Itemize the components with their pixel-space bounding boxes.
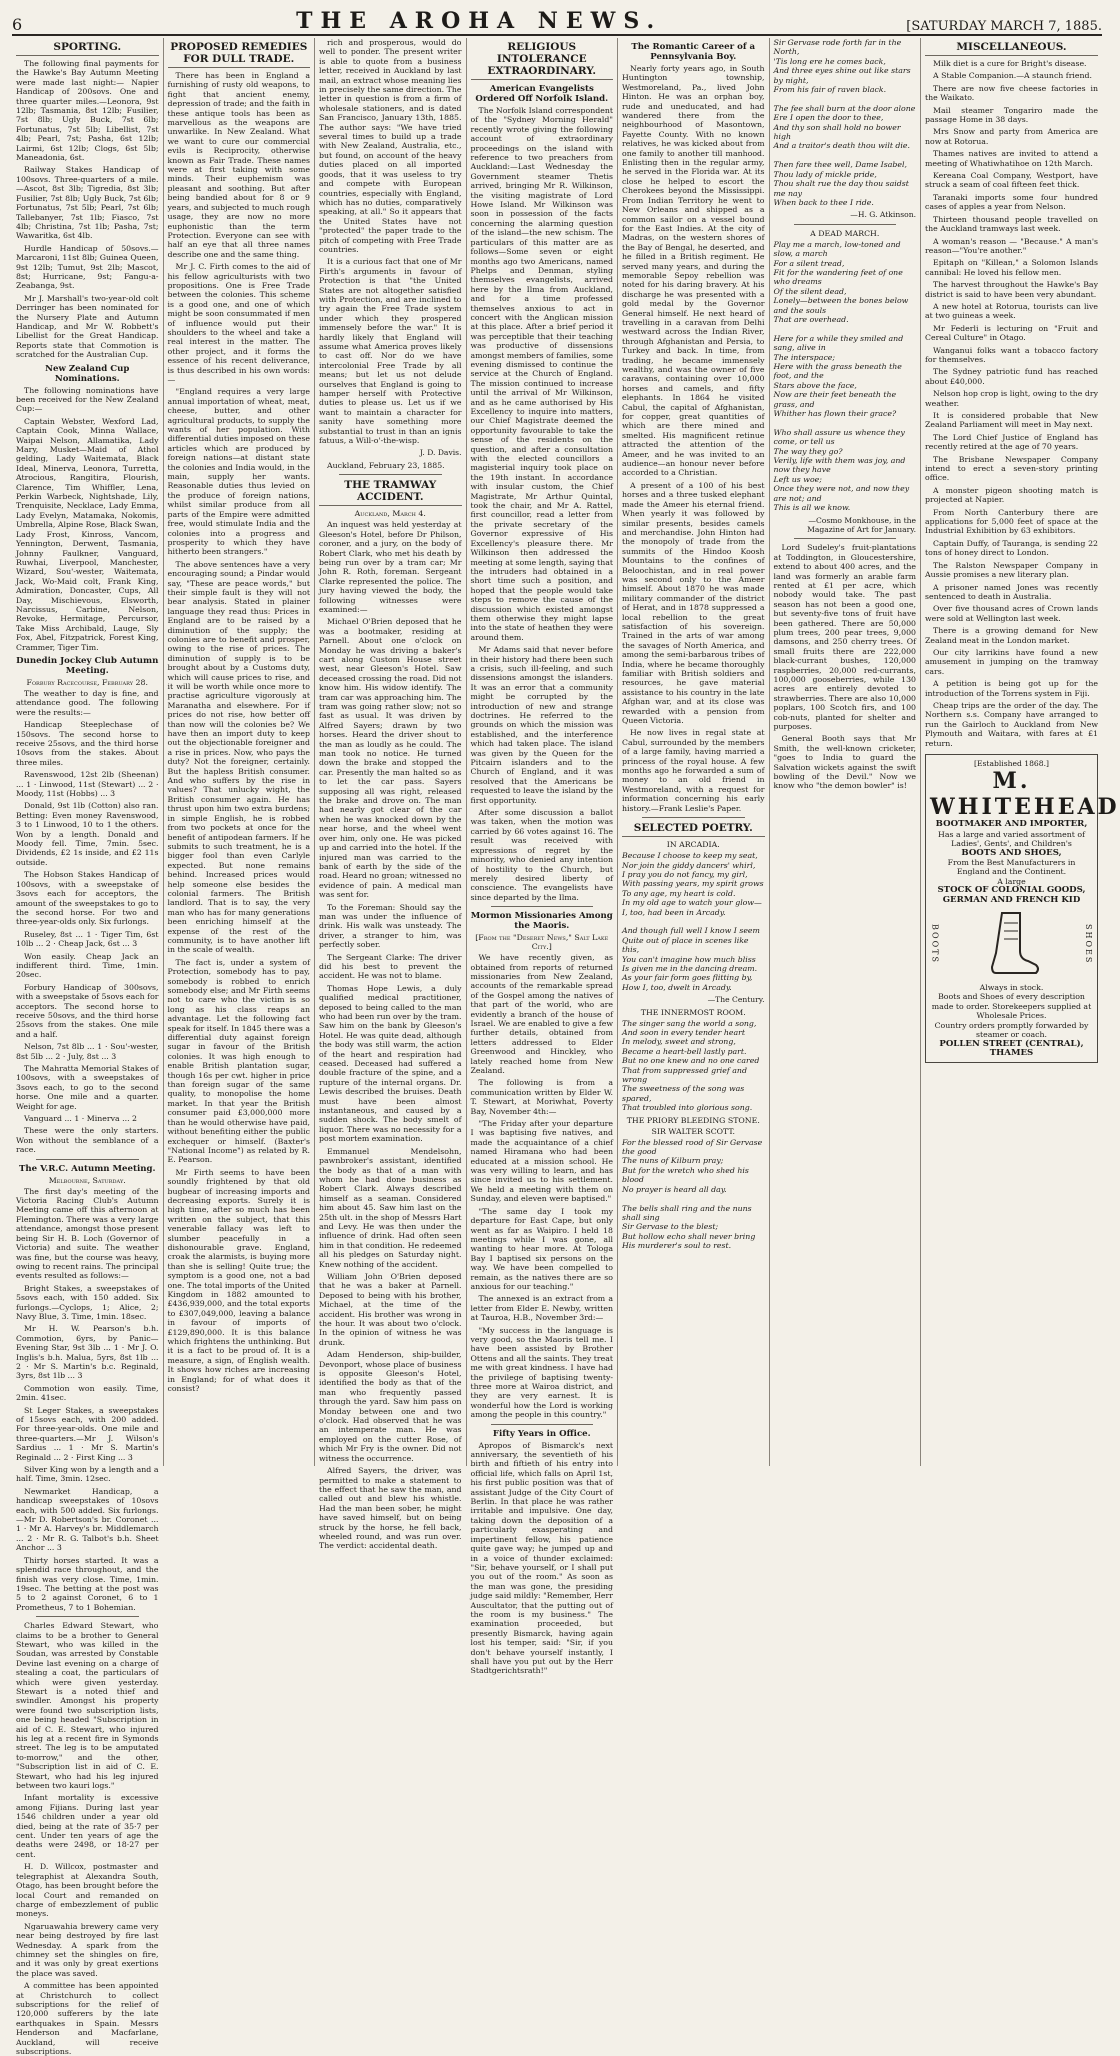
race-result: Mr H. W. Pearson's b.h. Commotion, 6yrs, by Panic—Evening Star, 9st 3lb ... 1 · Mr J. O. Inglis's b.h. Malua, 5yrs, 8st 1lb ... 2 · Mr S. Martin's b.c. Reginald, 3yrs, 8st 1lb ... 3 xyxy=(16,1324,159,1381)
divider xyxy=(36,1616,139,1617)
divider xyxy=(36,1159,139,1160)
issue-date: [SATURDAY MARCH 7, 1885. xyxy=(906,19,1102,34)
article-paragraph: Won easily. Cheap Jack an indifferent third. Time, 1min. 20sec. xyxy=(16,951,159,980)
misc-item: The Brisbane Newspaper Company intend to erect a seven-story printing office. xyxy=(925,454,1098,483)
article-paragraph: The Norfolk Island correspondent of the "Sydney Morning Herald" recently wrote giving the following account of extraordinary proceedings on the island with reference to two preachers from Auckland:—Last Wednesday the Government steamer Thetis arrived, bringing Mr R. Wilkinson, the visiting magistrate of Lord Howe Island. Mr Wilkinson was soon in possession of the facts concerning the alarming question of the island—the new schism. The particulars of this matter are as follows—Some seven or eight months ago two Americans, named Phelps and Denman, styling themselves evangelists, arrived here by the Ilma from Auckland, and for a time professed themselves anxious to act in concert with the Anglican mission at this place. After a brief period it was perceptible that their teaching was productive of dissensions amongst members of families, some evening dismissed to continue the service at the Church of England. The mission continued to increase until the arrival of Mr Wilkinson, and as he came authorised by His Excellency to inquire into matters, our Chief Magistrate deemed the opportunity favourable to take the sense of the residents on the question, and after a consultation with the elected councillors a magisterial inquiry took place on the 19th instant. In accordance with insular custom, the Chief Magistrate, Mr Arthur Quintal, took the chair, and Mr A. Rattel, first councillor, read a letter from the private secretary of the Governor expressive of His Excellency's pleasure there. Mr Wilkinson then addressed the meeting at some length, saying that the intruders had obtained in a short time such a position, and hoped that the people would take steps to remove the cause of the discussion which existed amongst them otherwise they might lapse into the state of heathen they were around them. xyxy=(470,106,613,642)
misc-item: The Ralston Newspaper Company in Aussie promises a new literary plan. xyxy=(925,560,1098,580)
article-paragraph: "The same day I took my departure for East Cape, but only went as far as Waipiro. I held 18 meetings while I was gone, all wanting to hear more. At Tologa Bay I baptised six persons on the way. We have been compelled to remain, as the natives there are so anxious for our teaching." xyxy=(470,1206,613,1291)
article-paragraph: "England requires a very large annual importation of wheat, meat, cheese, butter, and other agricultural products, to supply the wants of her population. With differential duties imposed on these articles which are produced by foreign nations—at distant state the colonies and India would, in the main, supply her wants. Reasonable duties thus levied on the produce of foreign nations, whilst similar produce from all parts of the Empire were admitted free, would stimulate India and the colonies into a progress and prosperity to which they have hitherto been strangers." xyxy=(167,387,310,557)
article-paragraph: Forbury Handicap of 300sovs, with a sweepstake of 5sovs each for acceptors. The second horse to receive 50sovs, and the third horse 25sovs from the stakes. One mile and a half. xyxy=(16,982,159,1039)
article-paragraph: Lord Sudeley's fruit-plantations at Toddington, in Gloucestershire, extend to about 400 acres, and the land was formerly an arable farm rented at £1 per acre, which nobody would take. The past season has not been a good one, but seventy-five tons of fruit have been gathered. There are 50,000 plum trees, 200 pear trees, 9,000 damsons, and 250 cherry trees. Of small fruits there are 222,000 black-currant bushes, 120,000 raspberries, 20,000 red-currants, 100,000 gooseberries, while 130 acres are entirely devoted to strawberries. There are also 10,000 poplars, 100 Scotch firs, and 100 cob-nuts, planted for shelter and purposes. xyxy=(773,543,916,732)
ad-side-label: BOOTS xyxy=(930,924,940,965)
article-heading: The Romantic Career of a Pennsylvania Boy. xyxy=(631,42,756,62)
ad-line: From the Best Manufacturers in England and the Continent. xyxy=(947,858,1076,877)
article-paragraph: Commotion won easily. Time, 2min. 41sec. xyxy=(16,1383,159,1403)
article-paragraph: An inquest was held yesterday at Gleeson's Hotel, before Dr Philson, coroner, and a jury, on the body of Robert Clark, who met his death by being run over by a tram car; Mr John R. Roth, foreman. Sergeant Clarke represented the police. The jury having viewed the body, the following witnesses were examined:— xyxy=(319,520,462,614)
article-paragraph: "My success in the language is very good, so the Maoris tell me. I have been assisted by Brother Ottens and all the saints. They treat me with great kindness. I have had the privilege of baptising twenty-three more at Wairoa district, and they are very earnest. It is wonderful how the Lord is working among the people in this country." xyxy=(470,1325,614,1420)
section-heading: PROPOSED REMEDIES FOR DULL TRADE. xyxy=(168,41,311,68)
article-paragraph: There has been in England a furnishing of rusty old weapons, to fight that ancient enemy, depression of trade; and the faith in these antique tools has been as marvellous as the weapons are unwarlike. In New Zealand. What we want to cure our commercial evils is Reciprocity, otherwise known as Fair Trade. These names were at first taking with some minds. Their euphemism was pleasant and soothing. But after being bandied about for 8 or 9 years, and subjected to much rough usage, they are now no more euphonistic than the term Protection. Everyone can see with half an eye that all three names describe one and the same thing. xyxy=(167,71,310,259)
column-miscellaneous xyxy=(921,38,1120,1466)
article-paragraph: The above sentences have a very encouraging sound; a Pindar would say, "These are peace words," but their simple fault is they will not bear analysis. Stated in plainer language they read thus: Prices in England are to be raised by a diminution of the supply; the colonies are to benefit and prosper, owing to the rise of prices. The diminution of supply is to be brought about by a Customs duty, which will cause prices to rise, and it will be worth while once more to practise agriculture vigorously at Maranatha and elsewhere. For if prices do not rise, how better off than now will the colonies be? We have then an import duty to keep out the objectionable foreigner and a rise in prices. Now, who pays the duty? Not the foreigner, certainly. But the hapless British consumer. And who suffers by the rise in values? That unlucky wight, the British consumer again. He has thrust upon him two extra burdens; in simple English, he is robbed from two pockets at once for the benefit of antipodean farmers. If he submits to such treatment, he is a bigger fool than even Carlyle expected. But none remains behind. Increased prices would help someone else besides the colonial farmers. The British landlord. That is to say, the very man who has for many generations been enriching himself at the expense of the rest of the community, is to have another lift in the scale of wealth. xyxy=(167,559,310,955)
divider xyxy=(491,906,594,907)
article-paragraph: The following final payments for the Hawke's Bay Autumn Meeting were made last night:— Napier Handicap of 200sovs. One and three quarter miles.—Leonora, 9st 12lb; Tasmania, 8st 12lb; Fusilier, 7st 8lb; Ugly Buck, 7st 6lb; Fortunatus, 7st 5lb; Libellist, 7st 4lb; Pearl, 7st; Pasha, 6st 12lb; Lairmi, 6st 12lb; Clogs, 6st 5lb; Maneadonia, 6st. xyxy=(16,59,159,163)
column-religious xyxy=(467,38,619,1676)
misc-item: The harvest throughout the Hawke's Bay district is said to have been very abundant. xyxy=(925,280,1098,299)
ad-trade: BOOTMAKER AND IMPORTER, xyxy=(935,819,1088,830)
article-paragraph: The annexed is an extract from a letter from Elder E. Newby, written at Tauroa, H.B., November 3rd:— xyxy=(470,1294,613,1323)
race-result: Ruseley, 8st ... 1 · Tiger Tim, 6st 10lb ... 2 · Cheap Jack, 6st ... 3 xyxy=(16,929,159,949)
misc-item: A new hotel at Rotorua, tourists can live at two guineas a week. xyxy=(925,301,1098,321)
poem-text: Play me a march, low-toned and slow, a march For a silent tread, Fit for the wandering feet of one who dreams Of the silent dead, Lonely—between the bones below and the souls That are overhead. Here for a while they smiled and sang, alive in The interspace; Here with the grass beneath the foot, and the Stars above the face, Now are their feet beneath the grass, and Whither has flown their grace? Who shall assure us whence they come, or tell us The way they go? Verily, life with them was joy, and now they have Left us woe; Once they were not, and now they are not; and This is all we know. xyxy=(773,239,910,513)
article-paragraph: The Hobson Stakes Handicap of 100sovs, with a sweepstake of 3sovs each for acceptors, the amount of the sweepstakes to go to the second horse. For two and three-year-olds only. Six furlongs. xyxy=(16,870,159,927)
misc-item: Thirteen thousand people travelled on the Auckland tramways last week. xyxy=(925,214,1098,234)
misc-item: The Lord Chief Justice of England has recently retired at the age of 70 years. xyxy=(925,432,1098,452)
poem-text: Sir Gervase rode forth far in the North, 'Tis long ere he comes back, And three eyes shine out like stars by night, From his fair of raven black. The fee shall burn at the door alone Ere I open the door to thee, And thy son shall hold no bower high And a traitor's death thou wilt die. Then fare thee well, Dame Isabel, Thou lady of mickle pride, Thou shalt rue the day thou saidst me nay When back to thee I ride. xyxy=(773,38,916,207)
misc-item: Mr Federli is lecturing on "Fruit and Cereal Culture" in Otago. xyxy=(925,323,1098,343)
ad-line: Always in stock. xyxy=(979,983,1044,993)
poem-title: A DEAD MARCH. xyxy=(810,228,880,238)
misc-item: Kereana Coal Company, Westport, have struck a seam of coal fifteen feet thick. xyxy=(925,171,1098,190)
misc-item: A Stable Companion.—A staunch friend. xyxy=(933,71,1093,81)
ad-address: POLLEN STREET (CENTRAL), THAMES xyxy=(939,1038,1084,1058)
race-result: Ravenswood, 12st 2lb (Sheenan) ... 1 · Linwood, 11st (Stewart) ... 2 · Moody, 11st (Hobbs) ... 3 xyxy=(16,770,159,799)
section-heading: THE TRAMWAY ACCIDENT. xyxy=(319,479,462,506)
ad-line: STOCK OF COLONIAL GOODS, xyxy=(937,885,1086,896)
signature: J. D. Davis. xyxy=(419,448,462,458)
ad-line: Boots and Shoes of every description made to order. Storekeepers supplied at Wholesale Prices. xyxy=(931,992,1092,1021)
article-paragraph: Emmanuel Mendelsohn, pawnbroker's assistant, identified the body as that of a man with whom he had done business as Robert Clark. Always described himself as a seaman. Considered him about 45. Saw him last on the 25th ult. in the shop of Messrs Hart and Levy. He was then under the influence of drink. Had often seen him in that condition. He redeemed all his pledges on Saturday night. Knew nothing of the accident. xyxy=(319,1146,462,1269)
poem-title: THE INNERMOST ROOM. xyxy=(640,1007,746,1017)
section-heading: MISCELLANEOUS. xyxy=(925,41,1098,56)
misc-item: Our city larrikins have found a new amusement in jumping on the tramway cars. xyxy=(925,647,1098,676)
article-paragraph: He now lives in regal state at Cabul, surrounded by the members of a large family, having married a princess of the royal house. A few months ago he forwarded a sum of money to an old friend in Westmoreland, with a request for information concerning his early history.—Frank Leslie's Paper. xyxy=(622,728,765,813)
article-paragraph: Mr J. Marshall's two-year-old colt Derringer has been nominated for the Nursery Plate and Autumn Handicap, and Mr W. Robbett's Libellist for the Great Handicap. Reports state that Commotion is scratched for the Australian Cup. xyxy=(16,293,159,360)
misc-item: Over five thousand acres of Crown lands were sold at Wellington last week. xyxy=(925,604,1098,623)
poem-title: THE PRIORY BLEEDING STONE. xyxy=(626,1115,760,1125)
misc-item: Thames natives are invited to attend a meeting of Whatiwhatihoe on 12th March. xyxy=(925,149,1098,168)
article-paragraph: Nearly forty years ago, in South Huntington township, Westmoreland, Pa., lived John Hinton. He was an orphan boy, rude and uneducated, and had wandered there from the neighbourhood of Masontown, Fayette County. With no known relatives, he was kicked about from one family to another till manhood. Enlisting then in the regular army, he served in the Florida war. At its close he helped to escort the Cherokees beyond the Mississippi. From Indian Territory he went to New Orleans and shipped as a common sailor on a vessel bound for the East Indies. At the city of Madras, on the western shores of the Bay of Bengal, he deserted, and he filled in a British regiment. He served many years, and during the memorable Sepoy rebellion was noted for his daring bravery. At his discharge he was presented with a gold medal by the Governor General himself. He next heard of travelling in a caravan from Delhi westward across the Indian River, through Afghanistan and Persia, to Turkey and back. In time, from trading, he became immensely wealthy, and was the owner of five caravans, containing over 10,000 horses and camels, and fifty elephants. In 1864 he visited Cabul, the capital of Afghanistan, for copper, great quantities of which are there mined and smelted. His magnificent retinue attracted the attention of the Ameer, and he was invited to an audience—an honour never before accorded to a Christian. xyxy=(622,64,765,478)
misc-item: The Sydney patriotic fund has reached about £40,000. xyxy=(925,367,1098,386)
poem-title: IN ARCADIA. xyxy=(666,840,720,850)
divider xyxy=(339,474,442,475)
article-paragraph: After some discussion a ballot was taken, when the motion was carried by 66 votes against 16. The result was received with expressions of regret by the minority, who denied any intention of hostility to the Church, but merely desired liberty of conscience. The evangelists have since departed by the Ilma. xyxy=(470,808,613,902)
article-paragraph: A present of a 100 of his best horses and a three tusked elephant made the Ameer his eternal friend. When yearly it was followed by similar presents, besides camels and merchandise. John Hinton had the monopoly of trade from the summits of the Hindoo Koosh Mountains to the confines of Beloochistan, and in real power was second only to the Ameer himself. About 1870 he was made military commander of the district of Herat, and in 1878 suppressed a local rebellion to the great satisfaction of his sovereign. Trained in the arts of war among the savages of North America, and among the semi-barbarous tribes of India, where he became thoroughly familiar with British soldiers and resources, he gave material assistance to his country in the late Afghan war, and at its close was rewarded with a pension from Queen Victoria. xyxy=(622,480,765,726)
column-romance-poetry xyxy=(618,38,770,1466)
ad-line: GERMAN AND FRENCH KID xyxy=(942,894,1081,905)
article-paragraph: The Sergeant Clarke: The driver did his best to prevent the accident. He was not to blame. xyxy=(319,952,462,981)
misc-item: A monster pigeon shooting match is projected at Napier. xyxy=(925,485,1098,505)
article-paragraph: The weather to day is fine, and attendance good. The following were the results:— xyxy=(16,688,159,717)
article-paragraph: The fact is, under a system of Protection, somebody has to pay, somebody is robbed to enrich somebody else; and Mr Firth seems not to care who the victim is so long as his class reaps an advantage. Let the following fact speak for itself. In 1845 there was a differential duty against foreign sugar in favour of the British colonies. It was high enough to enable British plantation sugar, though 16s per cwt. higher in price than foreign sugar of the same quality, to monopolise the home market. In that year the British consumer paid £3,000,000 more than he would otherwise have paid, without benefiting either the public exchequer or himself. (Baxter's "National Income") as related by R. E. Pearson. xyxy=(167,957,310,1165)
article-paragraph: A committee has been appointed at Christchurch to collect subscriptions for the relief of 120,000 sufferers by the late earthquakes in Spain. Messrs Henderson and Macfarlane, Auckland, will receive subscriptions. xyxy=(16,1981,159,2056)
dateline: Melbourne, Saturday. xyxy=(48,1175,126,1185)
article-paragraph: Michael O'Brien deposed that he was a bootmaker, residing at Parnell. About one o'clock on Monday he was driving a baker's cart along Custom House street west, near Gleeson's Hotel. Saw deceased crossing the road. Did not know him. His widow identify. The tram car was approaching him. The tram was going rather slow; not so fast as usual. It was driven by Alfred Sayers; drawn by two horses. Heard the driver shout to the man as loudly as he could. The man took no notice. He turned down the brake and stopped the car. Presently the man halted so as to let the car pass. Sayers supposing all was right, released the brake and drove on. The man had nearly got clear of the car when he was knocked down by the near horse, and the wheel went over him, only one. He was picked up and carried into the hotel. If the injured man was carried to the bank of earth by the side of the road. Heard no groan; witnessed no evidence of pain. A medical man was sent for. xyxy=(319,617,462,900)
divider xyxy=(642,817,745,818)
article-heading: Mormon Missionaries Among the Maoris. xyxy=(470,911,613,932)
article-paragraph: Mr Adams said that never before in their history had there been such a crisis, such ill-feeling, and such dissensions amongst the islanders. It was an error that a community might be corrupted by the introduction of new and strange doctrines. He referred to the grounds on which the mission was established, and the interference which had taken place. The island was given by the Queen for the Pitcairn islanders and to the Church of England, and it was resolved that the Americans be requested to leave the island by the first opportunity. xyxy=(470,645,613,805)
article-subheading: American Evangelists Ordered Off Norfolk Island. xyxy=(475,84,609,104)
misc-item: Mail steamer Tongariro made the passage Home in 38 days. xyxy=(925,105,1098,125)
column-remedies xyxy=(164,38,316,1466)
article-paragraph: The Mahratta Memorial Stakes of 100sovs, with a sweepstakes of 3sovs each, to go to the second horse. One mile and a quarter. Weight for age. xyxy=(16,1064,159,1111)
column-tramway xyxy=(315,38,467,1551)
article-paragraph: These were the only starters. Won without the semblance of a race. xyxy=(16,1126,159,1155)
article-paragraph: Captain Webster, Wexford Lad, Captain Cook, Minna Wallace, Waipai Nelson, Allamatika, Lady Mary, Musket—Maid of Athol gelding, Lady Waitemata, Black Ideal, Minerva, Leonora, Turretta, Atrocious, Rangitira, Flourish, Clarence, Tim Whiffler, Lena, Perkin Warbeck, Nightshade, Lily, Trenquisite, Necklace, Lady Emma, Lady Evelyn, Matamaka, Nokomis, Umbrella, Alpine Rose, Black Swan, Lady Frost, Kinross, Vancom, Yennington, Derwent, Tasmania, Johnny Faulkner, Vanguard, Ruwhai, Liverpool, Manchester, Wizard, Sou'-wester, Waitemata, Jack, Wo-Maid colt, Frank King, Admiration, Doncaster, Cups, All Day, Mischievous, Elsworth, Narcissus, Carbine, Nelson, Revoke, Hermitage, Percursor, Take Miss Archibald, Lauge, Sly Fox, Abel, Fitzpatrick, Forest King, Crammer, Tiger Tim. xyxy=(16,416,159,652)
column-poetry-misc xyxy=(770,38,922,1466)
race-result: Nelson, 7st 8lb ... 1 · Sou'-wester, 8st 5lb ... 2 · July, 8st ... 3 xyxy=(16,1042,159,1061)
article-paragraph: Bright Stakes, a sweepstakes of 5sovs each, with 150 added. Six furlongs.—Cyclops, 1; Alice, 2; Navy Blue, 3. Time, 1min. 18sec. xyxy=(16,1283,159,1321)
race-result: Vanguard ... 1 · Minerva ... 2 xyxy=(24,1114,137,1124)
page-number: 6 xyxy=(12,15,23,34)
article-paragraph: William John O'Brien deposed that he was a baker at Parnell. Deposed to being with his brother, Michael, at the time of the accident. His brother was wrong in the hour. It was about two o'clock. In the opinion of witness he was drunk. xyxy=(319,1271,462,1347)
poem-text: Because I choose to keep my seat, Nor join the giddy dancers' whirl, I pray you do not fancy, my girl, With passing years, my spirit grows To any age, my heart is cold. In my old age to watch your glow— I, too, had been in Arcady. And though full well I know I seem Quite out of place in scenes like this, You can't imagine how much bliss Is given me in the dancing dream. As your fair form goes flitting by, How I, too, dwelt in Arcady. xyxy=(622,851,764,992)
misc-item: A woman's reason — "Because." A man's reason—"You're another." xyxy=(925,236,1098,255)
article-paragraph: "The Friday after your departure I was baptising five natives, and made the acquaintance of a chief named Hiramana who had been educated at a mission school. He was very willing to learn, and has since invited us to his settlement. We held a meeting with them on Sunday, and eleven were baptised." xyxy=(470,1119,613,1204)
signature: —Cosmo Monkhouse, in the Magazine of Art for January. xyxy=(807,515,916,534)
source-line: [From the "Deseret News," Salt Lake City.] xyxy=(475,933,609,952)
signature: —H. G. Atkinson. xyxy=(850,210,916,220)
dateline: Auckland, February 23, 1885. xyxy=(327,460,445,470)
section-heading: SELECTED POETRY. xyxy=(622,822,765,837)
divider xyxy=(491,1424,594,1425)
misc-item: There is a growing demand for New Zealand meat in the London market. xyxy=(925,626,1098,645)
misc-item: Milk diet is a cure for Bright's disease. xyxy=(933,59,1087,68)
misc-item: From North Canterbury there are applications for 5,000 feet of space at the Industrial Exhibition by 63 exhibitors. xyxy=(925,507,1098,536)
article-paragraph: Donald, 9st 1lb (Cotton) also ran. Betting: Even money Ravenswood, 3 to 1 Linwood, 10 to 1 the others. Won by a length. Donald and Moody fell. Time, 7min. 5sec. Dividends, £2 1s inside, and £2 11s outside. xyxy=(16,801,159,867)
ad-line: BOOTS AND SHOES, xyxy=(961,847,1062,858)
poem-author: SIR WALTER SCOTT. xyxy=(651,1126,735,1136)
ad-established: [Established 1868.] xyxy=(974,759,1049,768)
misc-item: Captain Duffy, of Tauranga, is sending 22 tons of honey direct to London. xyxy=(925,538,1098,558)
misc-item: Taranaki imports some four hundred cases of apples a year from Nelson. xyxy=(925,192,1098,212)
race-result: St Leger Stakes, a sweepstakes of 15sovs each, with 200 added. For three-year-olds. One mile and three-quarters.—Mr J. Wilson's Sardius ... 1 · Mr S. Martin's Reginald ... 2 · First King ... 3 xyxy=(16,1405,159,1462)
misc-item: Nelson hop crop is light, owing to the dry weather. xyxy=(925,389,1098,408)
article-paragraph: Mr J. C. Firth comes to the aid of his fellow agriculturists with two propositions. One is Free Trade between the colonies. This scheme is a good one, and one of which might be soon consummated if men of influence would put their shoulders to the wheel and take a real interest in the matter. The other project, and it forms the essence of his recent deliverance, is thus described in his own words:— xyxy=(167,262,310,384)
race-result: Newmarket Handicap, a handicap sweepstakes of 10sovs each, with 500 added. Six furlongs.—Mr D. Robertson's br. Coronet ... 1 · Mr A. Harvey's br. Middlemarch ... 2 · Mr R. G. Talbot's b.h. Sheet Anchor ... 3 xyxy=(16,1486,159,1553)
misc-item: Epitaph on "Killean," a Solomon Islands cannibal: He loved his fellow men. xyxy=(925,258,1098,277)
columns xyxy=(12,38,1120,2056)
article-heading: Dunedin Jockey Club Autumn Meeting. xyxy=(16,655,159,676)
misc-item: Cheap trips are the order of the day. The Northern s.s. Company have arranged to run the Gairloch to Auckland from New Plymouth and Waitara, with fares at £1 return. xyxy=(925,700,1098,748)
article-paragraph: Railway Stakes Handicap of 100sovs. Three-quarters of a mile.—Ascot, 8st 3lb; Tigredia, 8st 3lb; Fusilier, 7st 8lb; Ugly Buck, 7st 6lb; Fortunatus, 7st 5lb; Pearl, 7st 6lb; Tallebanyer, 7st 1lb; Fiasco, 7st 4lb; Christina, 7st 1lb; Pasha, 7st; Wawaritka, 6st 4lb. xyxy=(16,165,159,241)
masthead xyxy=(12,6,1102,36)
misc-item: Wanganui folks want a tobacco factory for themselves. xyxy=(925,345,1098,364)
article-paragraph: The following nominations have been received for the New Zealand Cup:— xyxy=(16,385,159,414)
boot-icon xyxy=(982,909,1042,979)
misc-item: A petition is being got up for the introduction of the Torrens system in Fiji. xyxy=(925,679,1098,698)
misc-item: A prisoner named Jones was recently sentenced to death in Australia. xyxy=(925,582,1098,601)
signature: —The Century. xyxy=(707,995,765,1005)
ad-business-name: M. WHITEHEAD xyxy=(930,768,1120,821)
article-paragraph: Thomas Hope Lewis, a duly qualified medical practitioner, deposed to being called to the man who had been run over by the tram. Saw him on the bank by Gleeson's Hotel. He was quite dead, although the body was still warm, the action of the heart and respiration had ceased. Deceased had suffered a double fracture of the spine, and a rupture of the internal organs. Dr. Lewis described the bruises. Death must have been almost instantaneous, and caused by a sudden shock. The body smelt of liquor. There was no necessity for a post mortem examination. xyxy=(319,983,462,1144)
misc-item: There are now five cheese factories in the Waikato. xyxy=(925,83,1098,103)
article-paragraph: The first day's meeting of the Victoria Racing Club's Autumn Meeting came off this afternoon at Flemington. There was a very large attendance, amongst those present being Sir H. B. Loch (Governor of Victoria) and suite. The weather was fine, but the course was heavy, owing to recent rains. The principal events resulted as follows:— xyxy=(16,1186,159,1281)
article-heading: New Zealand Cup Nominations. xyxy=(45,363,130,384)
dateline: Forbury Racecourse, February 28. xyxy=(26,677,148,687)
article-paragraph: Hurdle Handicap of 50sovs.—Marcaroni, 11st 8lb; Guinea Queen, 9st 12lb; Tumut, 9st 2lb; Mascot, 8st; Hurricane, 9st; Fangu-a-Zeabanga, 9st. xyxy=(16,243,159,291)
article-heading: The V.R.C. Autumn Meeting. xyxy=(19,1163,156,1174)
article-paragraph: To the Foreman: Should say the man was under the influence of drink. His walk was unsteady. The driver, a stranger to him, was perfectly sober. xyxy=(319,902,462,950)
misc-items xyxy=(925,59,1098,748)
newspaper-title: THE AROHA NEWS. xyxy=(296,8,663,34)
column-sporting xyxy=(12,38,164,2056)
article-paragraph: Charles Edward Stewart, who claims to be a brother to General Stewart, who was killed in the Soudan, was arrested by Constable Devine last evening on a charge of stealing a coat, the particulars of which were given yesterday. Stewart is a noted thief and swindler. Amongst his property were found two subscription lists, one being headed "Subscription in aid of C. E. Stewart, who injured his leg at a recent fire in Symonds street. The leg is to be amputated to-morrow," and the other, "Subscription list in aid of C. E. Stewart, who had his leg injured between two kauri logs." xyxy=(16,1621,159,1791)
ad-line: Country orders promptly forwarded by steamer or coach. xyxy=(934,1020,1089,1040)
article-paragraph: Ngaruawahia brewery came very near being destroyed by fire last Wednesday. A spark from the chimney set the shingles on fire, and it was only by great exertions the place was saved. xyxy=(16,1921,159,1978)
article-paragraph: Handicap Steeplechase of 150sovs. The second horse to receive 25sovs, and the third horse 10sovs from the stakes. About three miles. xyxy=(16,720,159,767)
divider xyxy=(794,538,897,539)
ad-line: Has a large and varied assortment of Ladies', Gents', and Children's xyxy=(938,829,1085,849)
poem-text: For the blessed rood of Sir Gervase the good The nuns of Kilburn pray; But for the wretch who shed his blood No prayer is heard all day. The bells shall ring and the nuns shall sing Sir Gervase to the blest; But hollow echo shall never bring His murderer's soul to rest. xyxy=(622,1137,763,1251)
article-paragraph: Alfred Sayers, the driver, was permitted to make a statement to the effect that he saw the man, and called out and blew his whistle. Had the man been sober, he might have saved himself, but on being struck by the horse, he fell back, wheeled round, and was run over. The verdict: accidental death. xyxy=(319,1466,462,1551)
dateline: Auckland, March 4. xyxy=(354,509,426,519)
misc-item: It is considered probable that New Zealand Parliament will meet in May next. xyxy=(925,411,1098,430)
article-paragraph: Infant mortality is excessive among Fijians. During last year 1546 children under a year old died, being at the rate of 35·7 per cent. Under ten years of age the deaths were 2498, or 18·27 per cent. xyxy=(16,1793,159,1859)
divider xyxy=(794,224,897,225)
article-paragraph: General Booth says that Mr Smith, the well-known cricketer, "goes to India to guard the Salvation wickets against the swift bowling of the Devil." Now we know who "the demon bowler" is! xyxy=(773,734,916,791)
article-heading: Fifty Years in Office. xyxy=(492,1428,591,1439)
article-paragraph: Mr Firth seems to have been soundly frightened by that old bugbear of increasing imports and decreasing exports. Surely it is high time, after so much has been written on the subject, that this venerable fallacy was left to slumber peacefully in a dishonourable grave. England, croak the alarmists, is buying more than she is selling! Quite true; the symptom is a good one, not a bad one. The total imports of the United Kingdom in 1882 amounted to £436,939,000, and the total exports to £307,049,000, leaving a balance in favour of imports of £129,890,000. It is this balance which frightens the unthinking. But it is a fact to be proud of. It is a measure, a sign, of English wealth. It shows how riches are increasing in England; for of what does it consist? xyxy=(167,1167,310,1394)
article-paragraph: Silver King won by a length and a half. Time, 3min. 12sec. xyxy=(16,1465,159,1484)
article-paragraph: We have recently given, as obtained from reports of returned missionaries from New Zealand, accounts of the remarkable spread of the Gospel among the natives of that part of the world, who are evidently a branch of the house of Israel. We are enabled to give a few further details, obtained from letters addressed to Elder Greenwood and Hinckley, who lately reached home from New Zealand. xyxy=(470,953,613,1075)
ad-boots-illustration xyxy=(930,909,1093,979)
article-paragraph: It is a curious fact that one of Mr Firth's arguments in favour of Protection is that "the United States are not altogether satisfied with Protection, and are inclined to try again the Free Trade system under which they prospered immensely before the war." It is hardly likely that England will assume what America proves likely to cast off. Nor do we have intercolonial Free Trade by all means; but let us not delude ourselves that England is going to hamper herself with Protective duties to please us. Let us if we want to maintain a character for sanity have something more substantial to trust in than an ignis fatuus, a Will-o'-the-wisp. xyxy=(319,257,462,446)
ad-line: A large xyxy=(997,876,1026,886)
article-paragraph: H. D. Willcox, postmaster and telegraphist at Alexandra South, Otago, has been brought before the local Court and remanded on charge of embezzlement of public moneys. xyxy=(16,1862,159,1919)
article-paragraph: Thirty horses started. It was a splendid race throughout, and the finish was very close. Time, 1min. 19sec. The betting at the post was 5 to 2 against Coronet, 6 to 1 Prometheus, 7 to 1 Bohemian. xyxy=(16,1555,159,1612)
misc-item: Mrs Snow and party from America are now at Rotorua. xyxy=(925,127,1098,146)
article-paragraph: The following is from a communication written by Elder W. T. Stewart, at Moriwhat, Poverty Bay, November 4th:— xyxy=(470,1078,613,1116)
whitehead-advertisement xyxy=(925,754,1120,1063)
article-paragraph: Apropos of Bismarck's next anniversary, the seventieth of his birth and fiftieth of his entry into official life, which falls on April 1st, his first public position was that of assistant Judge of the City Court of Berlin. In that place he was rather irritable and impulsive. One day, taking down the deposition of a particularly exasperating and impertinent fellow, his patience quite gave way; he jumped up and in a voice of thunder exclaimed: "Sir, behave yourself, or I shall put you out of the room." As soon as the man was gone, the presiding judge said mildly: "Remember, Herr Auscultator, that the putting out of the room is my business." The examination proceeded, but presently Bismarck, having again lost his temper, said: "Sir, if you don't behave yourself instantly, I shall have you put out by the Herr Stadtgerichtsrath!" xyxy=(470,1440,613,1676)
ad-side-label: SHOES xyxy=(1084,923,1093,965)
poem-text: The singer sang the world a song, And soon in every tender heart In melody, sweet and strong, Became a heart-bell lastly part. But no one knew and no one cared That from suppressed grief and wrong The sweetness of the song was spared, That troubled into glorious song. xyxy=(622,1018,760,1113)
section-heading: SPORTING. xyxy=(16,41,159,56)
article-paragraph: rich and prosperous, would do well to ponder. The present writer is able to quote from a business letter, received in Auckland by last mail, an extract whose meaning lies in precisely the same direction. The letter in question is from a firm of wholesale stationers, and is dated San Francisco, January 13th, 1885. The author says: "We have tried several times to build up a trade with New Zealand, Australia, etc., but found, on account of the heavy duties placed on all imported goods, that it was useless to try and compete with European countries, especially with England, which has no duties, comparatively speaking, at all." So it appears that the United States have not "protected" the paper trade to the pitch of competing with Free Trade countries. xyxy=(319,38,462,254)
section-heading: RELIGIOUS INTOLERANCE EXTRAORDINARY. xyxy=(471,41,614,80)
article-paragraph: Adam Henderson, ship-builder, Devonport, whose place of business is opposite Gleeson's Hotel, identified the body as that of the man who frequently passed through the yard. Saw him pass on Monday between one and two o'clock. Had observed that he was an intemperate man. He was employed on the cutter Rose, of which Mr Fry is the owner. Did not witness the occurrence. xyxy=(319,1350,462,1463)
